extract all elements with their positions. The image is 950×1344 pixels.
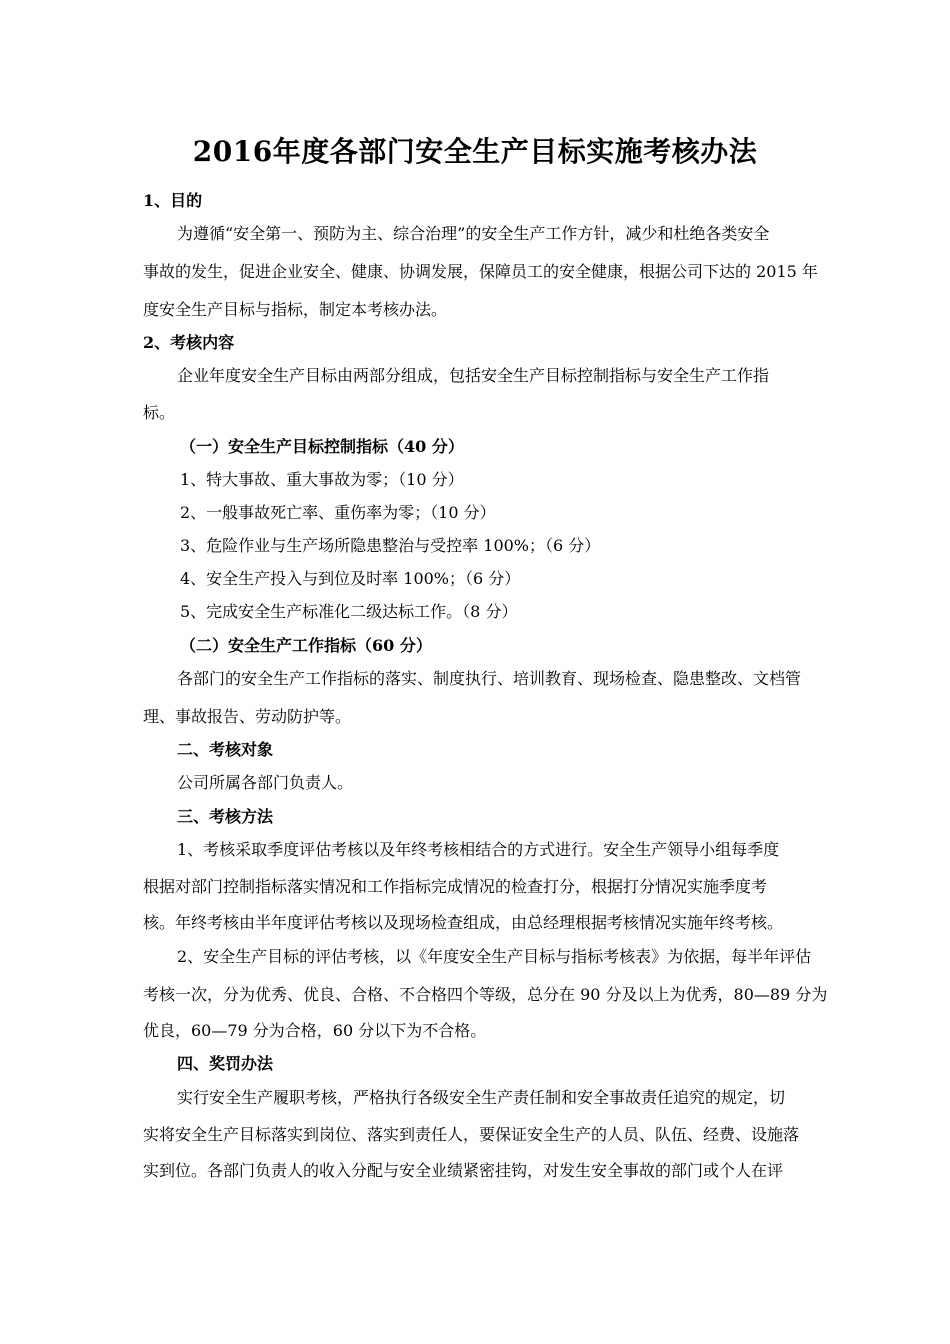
paragraph-line: 核。年终考核由半年度评估考核以及现场检查组成，由总经理根据考核情况实施年终考核。 bbox=[143, 913, 784, 932]
paragraph-line: 理、事故报告、劳动防护等。 bbox=[143, 707, 352, 726]
paragraph-line: 企业年度安全生产目标由两部分组成，包括安全生产目标控制指标与安全生产工作指 bbox=[177, 366, 770, 385]
paragraph-line: 实行安全生产履职考核，严格执行各级安全生产责任制和安全事故责任追究的规定，切 bbox=[177, 1088, 786, 1107]
paragraph-line: 优良，60—79 分为合格，60 分以下为不合格。 bbox=[143, 1021, 487, 1040]
paragraph-line: 考核一次，分为优秀、优良、合格、不合格四个等级，总分在 90 分及以上为优秀，80—89 分为 bbox=[143, 985, 828, 1004]
section-heading-method: 三、考核方法 bbox=[177, 807, 274, 826]
section-heading-content: 2、考核内容 bbox=[143, 333, 235, 352]
subsection-heading-work-indicators: （二）安全生产工作指标（60 分） bbox=[180, 636, 432, 655]
list-item: 5、完成安全生产标准化二级达标工作。（8 分） bbox=[180, 602, 518, 621]
paragraph-line: 实到位。各部门负责人的收入分配与安全业绩紧密挂钩，对发生安全事故的部门或个人在评 bbox=[143, 1161, 784, 1180]
paragraph-line: 公司所属各部门负责人。 bbox=[177, 773, 354, 792]
section-heading-purpose: 1、目的 bbox=[143, 191, 203, 210]
section-heading-rewards: 四、奖罚办法 bbox=[177, 1054, 274, 1073]
paragraph-line: 1、考核采取季度评估考核以及年终考核相结合的方式进行。安全生产领导小组每季度 bbox=[177, 840, 780, 859]
subsection-heading-control-indicators: （一）安全生产目标控制指标（40 分） bbox=[180, 437, 464, 456]
list-item: 1、特大事故、重大事故为零；（10 分） bbox=[180, 470, 464, 489]
list-item: 3、危险作业与生产场所隐患整治与受控率 100%；（6 分） bbox=[180, 536, 601, 555]
paragraph-line: 2、安全生产目标的评估考核，以《年度安全生产目标与指标考核表》为依据，每半年评估 bbox=[177, 947, 812, 966]
paragraph-line: 实将安全生产目标落实到岗位、落实到责任人，要保证安全生产的人员、队伍、经费、设施落 bbox=[143, 1125, 800, 1144]
paragraph-line: 事故的发生，促进企业安全、健康、协调发展，保障员工的安全健康，根据公司下达的 2015 年 bbox=[143, 262, 818, 281]
list-item: 2、一般事故死亡率、重伤率为零；（10 分） bbox=[180, 503, 496, 522]
paragraph-line: 为遵循“安全第一、预防为主、综合治理”的安全生产工作方针，减少和杜绝各类安全 bbox=[177, 224, 770, 243]
paragraph-line: 各部门的安全生产工作指标的落实、制度执行、培训教育、现场检查、隐患整改、文档管 bbox=[177, 669, 802, 688]
document-title: 2016年度各部门安全生产目标实施考核办法 bbox=[192, 135, 758, 168]
paragraph-line: 度安全生产目标与指标，制定本考核办法。 bbox=[143, 300, 448, 319]
paragraph-line: 根据对部门控制指标落实情况和工作指标完成情况的检查打分，根据打分情况实施季度考 bbox=[143, 877, 768, 896]
section-heading-targets: 二、考核对象 bbox=[177, 740, 274, 759]
paragraph-line: 标。 bbox=[143, 403, 176, 422]
list-item: 4、安全生产投入与到位及时率 100%；（6 分） bbox=[180, 569, 521, 588]
